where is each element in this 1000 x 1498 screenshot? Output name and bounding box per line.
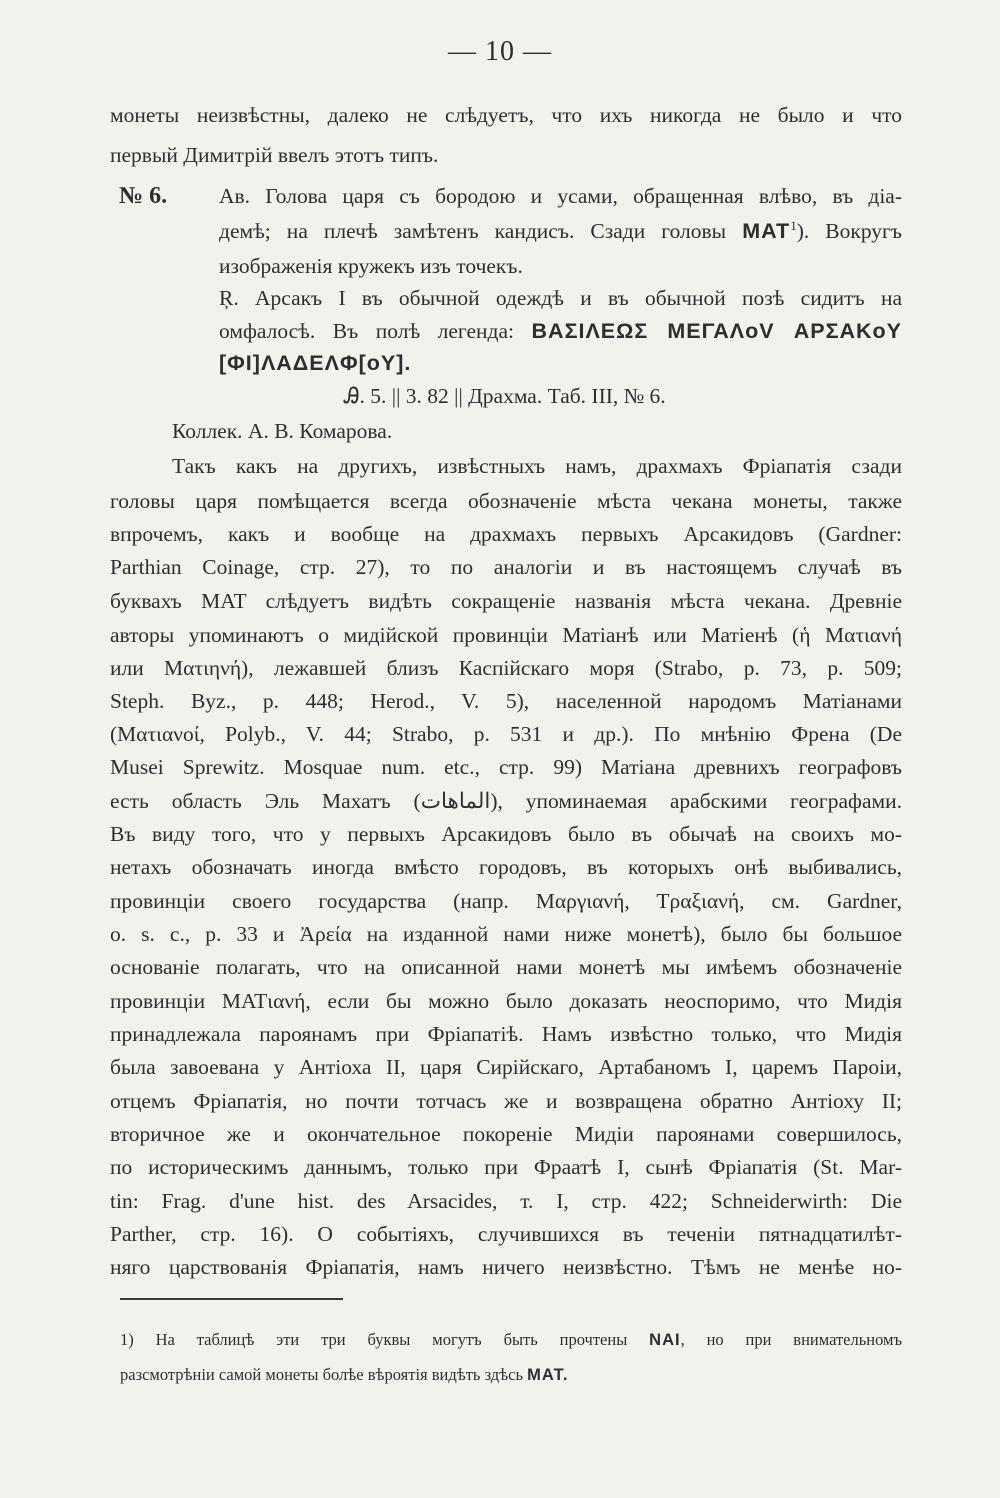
paragraph-line: головы царя помѣщается всегда обозначеніе мѣста чекана монеты, также	[110, 489, 902, 513]
paragraph-line: есть область Эль Махатъ (الماهات), упоминаемая арабскими географами.	[110, 789, 902, 813]
obverse-text: ). Вокругъ	[796, 219, 902, 243]
obverse-line	[219, 251, 902, 281]
obverse-text: изображенія кружекъ изъ точекъ.	[219, 254, 523, 278]
obverse-text: демѣ; на плечѣ замѣтенъ кандисъ. Сзади головы	[219, 219, 743, 243]
paragraph-line: (Ματιανοί, Polyb., V. 44; Strabo, p. 531 и др.). По мнѣнію Френа (De	[110, 722, 902, 746]
paragraph-line: Въ виду того, что у первыхъ Арсакидовъ было въ обычаѣ на своихъ мо-	[110, 822, 902, 846]
reverse-line	[219, 348, 902, 378]
paragraph-line: o. s. c., p. 33 и Ἀρεία на изданной нами ниже монетѣ), было бы большое	[110, 922, 902, 946]
coin-metadata: Ꭿ. 5. || 3. 82 || Драхма. Таб. III, № 6.	[344, 384, 666, 408]
paragraph-line: Такъ какъ на другихъ, извѣстныхъ намъ, драхмахъ Фріапатія сзади	[172, 454, 902, 478]
reverse-line	[219, 316, 902, 346]
paragraph-line: буквахъ MAT слѣдуетъ видѣть сокращеніе названія мѣста чекана. Древніе	[110, 589, 902, 613]
paragraph-line: Parther, стр. 16). О событіяхъ, случившихся въ теченіи пятнадцатилѣт-	[110, 1222, 902, 1246]
reverse-line	[219, 283, 902, 313]
paragraph-line: нетахъ обозначать иногда вмѣсто городовъ, въ которыхъ онѣ выбивались,	[110, 855, 902, 879]
paragraph-line: основаніе полагать, что на описанной нами монетѣ мы имѣемъ обозначеніе	[110, 955, 902, 979]
obverse-line	[219, 216, 902, 249]
paragraph-line: Steph. Byz., p. 448; Herod., V. 5), населенной народомъ Матіанами	[110, 689, 902, 713]
paragraph-line: принадлежала пароянамъ при Фріапатіѣ. Намъ извѣстно только, что Мидія	[110, 1022, 902, 1046]
paragraph-line: Musei Sprewitz. Mosquae num. etc., стр. 99) Матіана древнихъ географовъ	[110, 755, 902, 779]
paragraph-line: авторы упоминаютъ о мидійской провинціи Матіанѣ или Матіенѣ (ἡ Ματιανή	[110, 623, 902, 647]
paragraph-line: впрочемъ, какъ и вообще на драхмахъ первыхъ Арсакидовъ (Gardner:	[110, 522, 902, 546]
paragraph-line: вторичное же и окончательное покореніе Мидіи пароянами совершилось,	[110, 1122, 902, 1146]
paragraph-line: была завоевана у Антіоха II, царя Сирійскаго, Артабаномъ I, царемъ Пароіи,	[110, 1055, 902, 1079]
reverse-text: омфалосѣ. Въ полѣ легенда:	[219, 319, 532, 343]
footnote-divider	[120, 1298, 343, 1300]
paragraph-line: няго царствованія Фріапатія, намъ ничего неизвѣстно. Тѣмъ не менѣе но-	[110, 1255, 902, 1279]
paragraph-line: Parthian Coinage, стр. 27), то по аналогіи и въ настоящемъ случаѣ въ	[110, 555, 902, 579]
footnote-text: разсмотрѣніи самой монеты болѣе вѣроятія видѣть здѣсь	[120, 1365, 528, 1384]
entry-number: № 6.	[119, 183, 168, 209]
coin-legend: [ΦΙ]ΛΑΔΕΛΦ[oY].	[219, 351, 412, 375]
reverse-text: Ŗ. Арсакъ I въ обычной одеждѣ и въ обычной позѣ сидитъ на	[219, 286, 902, 310]
body-line: первый Димитрій ввелъ этотъ типъ.	[110, 143, 439, 167]
paragraph-line: провинціи своего государства (напр. Μαργιανή, Τραξιανή, см. Gardner,	[110, 889, 902, 913]
paragraph-line: по историческимъ даннымъ, только при Фраатѣ I, сынѣ Фріапатія (St. Mar-	[110, 1155, 902, 1179]
paragraph-line: или Ματιηνή), лежавшей близъ Каспійскаго моря (Strabo, p. 73, p. 509;	[110, 656, 902, 680]
footnote-text: , но при внимательномъ	[680, 1330, 903, 1349]
footnote-reference: 1	[790, 218, 797, 233]
collection-line: Коллек. А. В. Комарова.	[172, 419, 393, 443]
footnote-legend: MAT.	[527, 1366, 569, 1384]
paragraph-line: tin: Frag. d'une hist. des Arsacides, т. I, стр. 422; Schneiderwirth: Die	[110, 1189, 902, 1213]
coin-legend: ΒΑΣΙΛΕΩΣ ΜΕΓΑΛoV ΑΡΣΑΚoY	[531, 319, 903, 343]
footnote-line	[120, 1363, 902, 1387]
obverse-text: Ав. Голова царя съ бородою и усами, обращенная влѣво, въ діа-	[219, 184, 902, 208]
footnote-line	[120, 1328, 902, 1352]
paragraph-line: провинціи MATιανή, если бы можно было доказать неоспоримо, что Мидія	[110, 989, 902, 1013]
body-line: монеты неизвѣстны, далеко не слѣдуетъ, что ихъ никогда не было и что	[110, 103, 902, 127]
obverse-line	[219, 181, 902, 211]
footnote-text: 1) На таблицѣ эти три буквы могутъ быть прочтены	[120, 1330, 650, 1349]
footnote-legend: NAI	[649, 1331, 681, 1349]
paragraph-line: отцемъ Фріапатія, но почти тотчасъ же и возвращена обратно Антіоху II;	[110, 1089, 902, 1113]
page-number: — 10 —	[448, 36, 552, 67]
mint-legend: MAT	[742, 219, 791, 243]
